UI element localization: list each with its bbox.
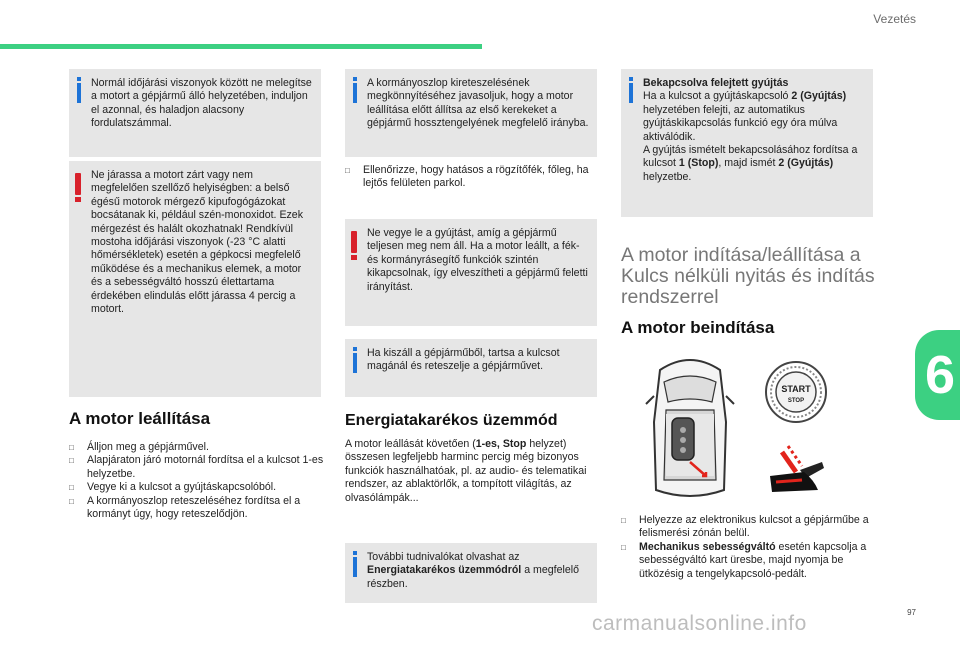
stop-label: STOP xyxy=(787,398,805,404)
heading-engine-start: A motor beindítása xyxy=(621,318,775,337)
bullet-icon: □ xyxy=(69,443,74,452)
clutch-pedal-icon xyxy=(766,442,830,496)
info-box-energy xyxy=(345,543,597,603)
bullet-icon: □ xyxy=(69,496,74,506)
bullet-icon: □ xyxy=(621,542,626,552)
info-text: A kormányoszlop kireteszelésének megkönnyítéséhez javasoljuk, hogy a motor leállítása előtt állítsa az első kerekeket a gépjármű hossztengelyének megfelelő irányba. xyxy=(367,77,589,130)
section-heading-keyless: A motor indítása/leállítása a Kulcs nélküli nyitás és indítás rendszerrel xyxy=(621,244,875,308)
list-item: □ Helyezze az elektronikus kulcsot a gépjárműbe a felismerési zónán belül. xyxy=(621,514,869,540)
info-icon xyxy=(353,557,357,577)
car-key-zone-illustration xyxy=(642,352,738,500)
warning-icon xyxy=(75,173,81,195)
list-item: □ A kormányoszlop reteszeléséhez fordítsa el a kormányt úgy, hogy reteszelődjön. xyxy=(69,494,301,521)
chapter-number: 6 xyxy=(925,345,956,405)
info-text: Normál időjárási viszonyok között ne melegítse a motort a gépjármű álló helyzetében, induljon el azonnal, és haladjon alacsony fordulatszámmal. xyxy=(91,77,312,130)
engine-stop-steps xyxy=(69,441,325,521)
info-box-steering xyxy=(345,69,597,157)
bullet-icon: □ xyxy=(621,516,626,525)
warning-text: Ne vegye le a gyújtást, amíg a gépjármű teljesen meg nem áll. Ha a motor leállt, a fék- és kormányrásegítő funkciók szintén kikapcsolnak, így elveszítheti a gépjármű feletti irányítást. xyxy=(367,227,588,293)
watermark: carmanualsonline.info xyxy=(592,612,807,635)
warning-box-ignition xyxy=(345,219,597,326)
info-box-lock xyxy=(345,339,597,397)
start-label: START xyxy=(781,384,811,394)
chapter-tab xyxy=(915,330,960,420)
info-box-ignition-left-on xyxy=(621,69,873,217)
list-item: □ Vegye ki a kulcsot a gyújtáskapcsolóból. xyxy=(69,481,277,494)
section-title: Vezetés xyxy=(873,12,916,26)
warning-icon xyxy=(351,231,357,253)
list-item: □ Álljon meg a gépjárművel. xyxy=(69,441,209,453)
heading-engine-stop: A motor leállítása xyxy=(69,409,211,428)
bullet-icon: □ xyxy=(345,166,350,175)
energy-saving-text: A motor leállását követően (1-es, Stop helyzet) összesen legfeljebb harminc percig még bizonyos funkciók használhatóak, pl. az audio- és telematikai rendszer, az ablaktörlők, a tompított világítás, az olvasólámpák... xyxy=(345,438,587,504)
start-stop-button-icon xyxy=(764,360,828,424)
info-box-warmup xyxy=(69,69,321,157)
warning-text: Ne járassa a motort zárt vagy nem megfelelően szellőző helyiségben: a belső égésű motorok mérgező kipufogógázokat bocsátanak ki, például szén-monoxidot. Ezek mérgezést és halált okozhatnak! Rendkívül mostoha időjárási viszonyok (-23 °C alatti hőmérsékletek) esetén a gépkocsi megfelelő működése és a mechanikus elemek, a motor és a sebességváltó hosszú élettartama érdekében elindulás előtt járassa 4 percig a motort. xyxy=(91,169,303,316)
bullet-icon: □ xyxy=(69,483,74,493)
info-icon xyxy=(353,353,357,373)
info-text: Bekapcsolva felejtett gyújtás Ha a kulcsot a gyújtáskapcsoló 2 (Gyújtás) helyzetében felejti, az automatikus gyújtáskikapcsolás funkció egy óra múlva aktiválódik. A gyújtás ismételt bekapcsolásához fordítsa a kulcsot 1 (Stop), majd ismét 2 (Gyújtás) helyzetbe. xyxy=(643,77,858,183)
list-item: □ Mechanikus sebességváltó esetén kapcsolja a sebességváltó kart üresbe, majd nyomja be ütközésig a tengelykapcsoló-pedált. xyxy=(621,540,867,580)
engine-start-steps xyxy=(621,514,877,581)
info-icon xyxy=(77,83,81,103)
heading-energy-saving: Energiatakarékos üzemmód xyxy=(345,412,558,429)
list-item: □ Alapjáraton járó motornál fordítsa el a kulcsot 1-es helyzetbe. xyxy=(69,454,324,480)
info-icon xyxy=(353,83,357,103)
page-number: 97 xyxy=(907,608,916,617)
info-text: Ha kiszáll a gépjárműből, tartsa a kulcsot magánál és reteszelje a gépjárművet. xyxy=(367,347,560,373)
header-accent-bar xyxy=(0,44,482,49)
bullet-icon: □ xyxy=(69,456,74,466)
warning-box-exhaust xyxy=(69,161,321,397)
info-icon xyxy=(629,83,633,103)
info-text: További tudnivalókat olvashat az Energiatakarékos üzemmódról a megfelelő részben. xyxy=(367,551,579,590)
step-parking-brake: □ Ellenőrizze, hogy hatásos a rögzítőfék, főleg, ha lejtős felületen parkol. xyxy=(345,164,589,190)
